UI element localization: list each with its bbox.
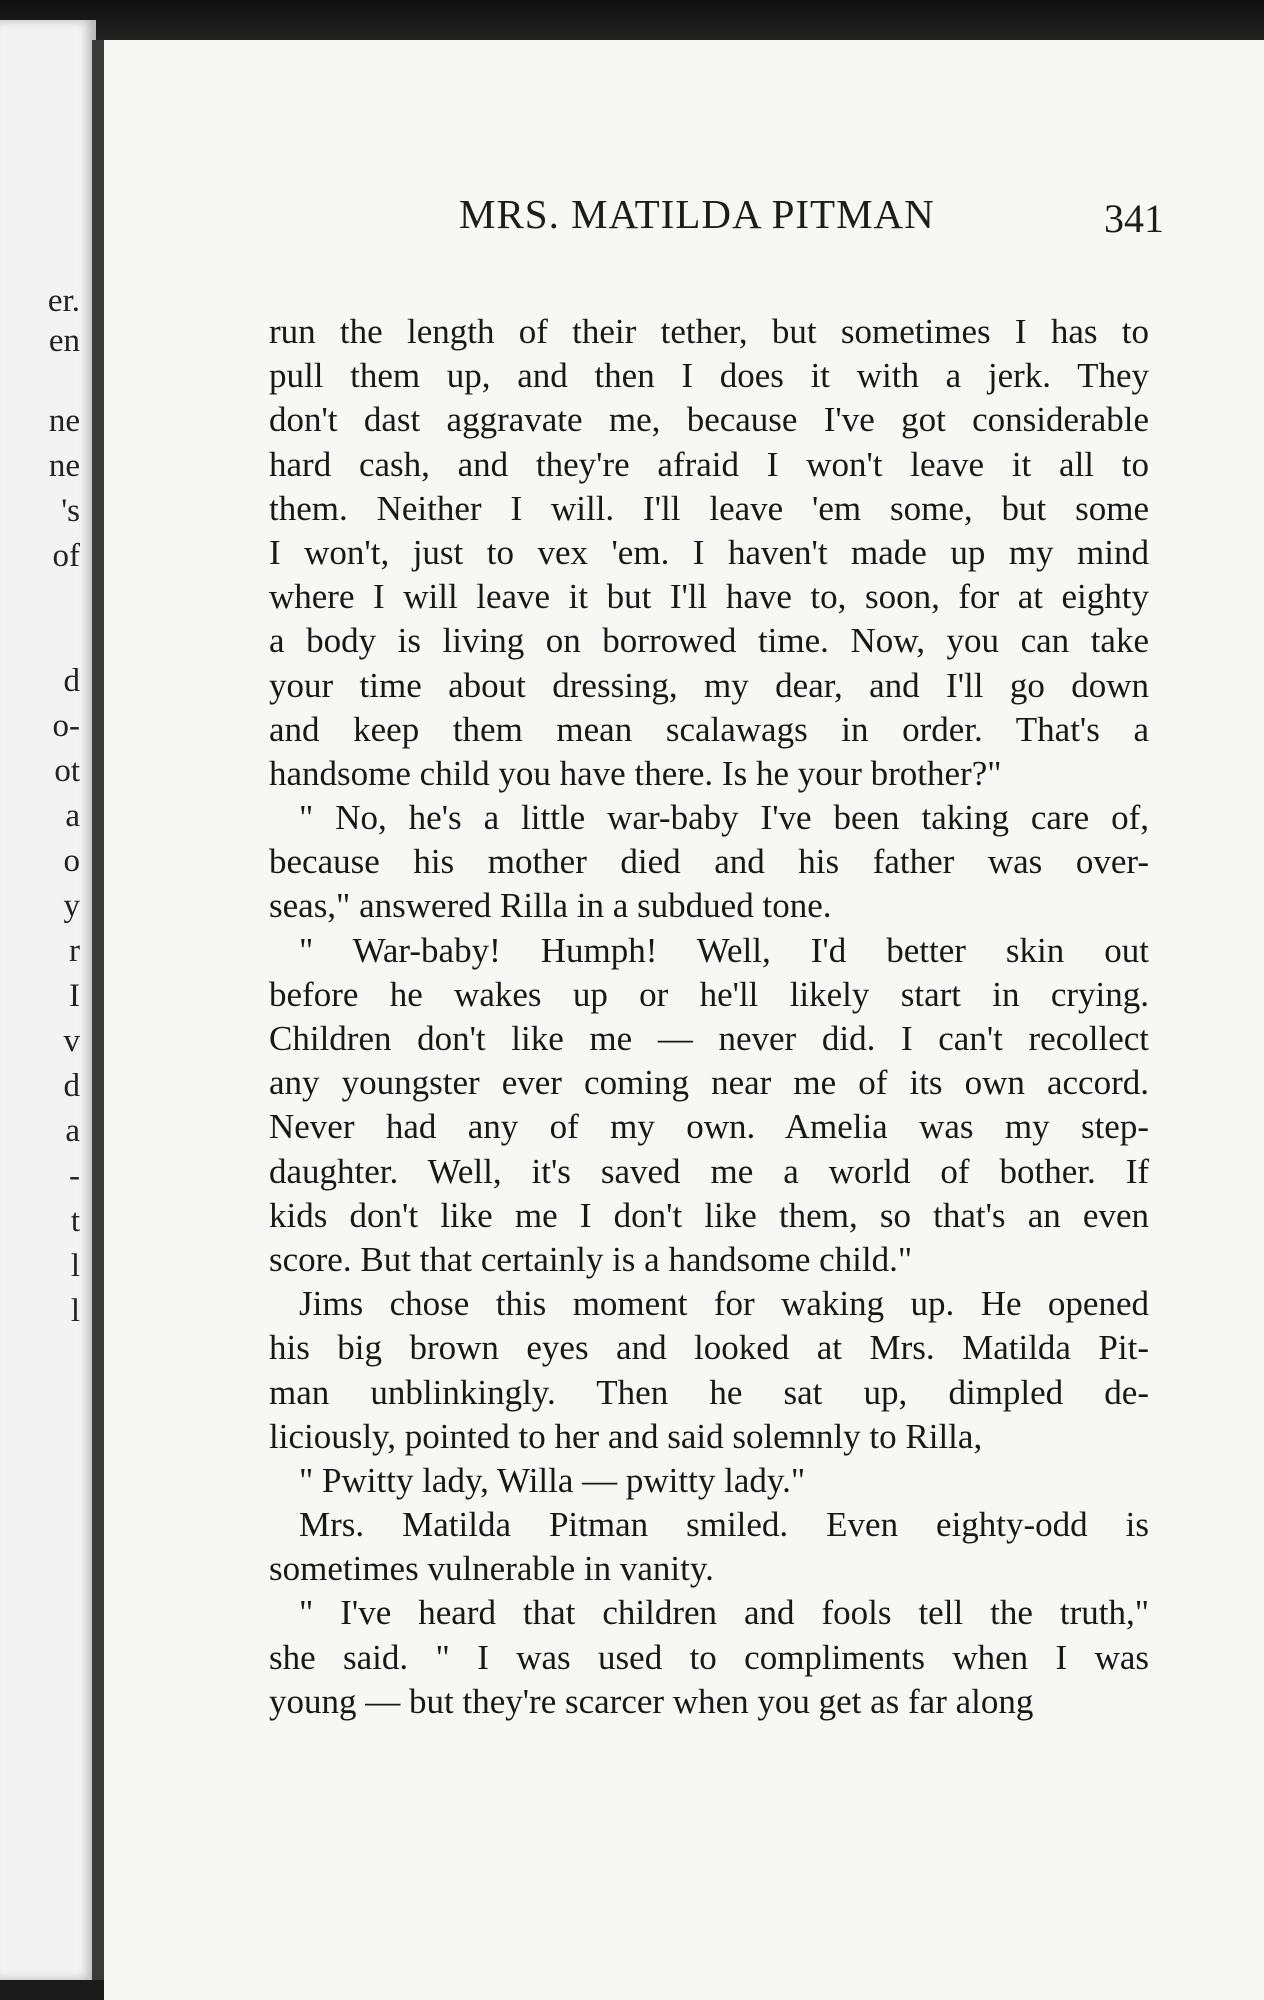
text-line: because his mother died and his father was over- [269,842,1149,882]
left-page-text-fragment: o- [52,708,80,744]
left-page-edge [0,20,96,1980]
text-line: man unblinkingly. Then he sat up, dimpled de- [269,1372,1149,1412]
left-page-text-fragment: a [65,1113,80,1149]
text-line: your time about dressing, my dear, and I'll go down [269,665,1149,705]
text-line: where I will leave it but I'll have to, soon, for at eighty [269,577,1149,617]
text-line: " War-baby! Humph! Well, I'd better skin out [299,930,1149,970]
text-line: hard cash, and they're afraid I won't leave it all to [269,444,1149,484]
left-page-text-fragment: of [52,538,80,574]
left-page-text-fragment: ot [54,753,80,789]
text-line: run the length of their tether, but sometimes I has to [269,312,1149,351]
text-line: them. Neither I will. I'll leave 'em some, but some [269,488,1149,528]
text-line: Mrs. Matilda Pitman smiled. Even eighty-odd is [299,1505,1149,1545]
text-line: kids don't like me I don't like them, so that's an even [269,1195,1149,1235]
left-page-text-fragment: ne [48,448,80,484]
text-line: his big brown eyes and looked at Mrs. Matilda Pit- [269,1328,1149,1368]
left-page-text-fragment: 's [61,493,80,529]
text-line: any youngster ever coming near me of its own accord. [269,1063,1149,1103]
left-page-text-fragment: I [69,978,80,1014]
text-line: score. But that certainly is a handsome child." [269,1239,913,1279]
text-line: seas," answered Rilla in a subdued tone. [269,886,832,926]
text-line: pull them up, and then I does it with a jerk. They [269,356,1149,396]
text-line: I won't, just to vex 'em. I haven't made up my mind [269,532,1149,572]
text-line: before he wakes up or he'll likely start in crying. [269,974,1149,1014]
left-page-text-fragment: er. [47,283,80,319]
text-line: " I've heard that children and fools tell the truth," [299,1593,1149,1633]
text-line: young — but they're scarcer when you get as far along [269,1681,1034,1721]
text-line: and keep them mean scalawags in order. That's a [269,709,1149,749]
left-page-text-fragment: v [63,1023,80,1059]
right-page [104,40,1264,2000]
left-page-text-fragment: y [63,888,80,924]
left-page-text-fragment: ne [48,403,80,439]
page-number: 341 [1104,196,1164,241]
text-line: daughter. Well, it's saved me a world of bother. If [269,1151,1149,1191]
text-line: liciously, pointed to her and said solemnly to Rilla, [269,1416,983,1456]
running-head: MRS. MATILDA PITMAN [459,191,935,237]
left-page-text-fragment: o [63,843,80,879]
left-page-text-fragment: r [69,933,80,969]
book-gutter [92,40,104,1980]
left-page-text-fragment: l [70,1248,80,1284]
body-text [269,310,1149,1724]
text-line: she said. " I was used to compliments when I was [269,1637,1149,1677]
text-line: Never had any of my own. Amelia was my step- [269,1107,1149,1147]
left-page-text-fragment: l [70,1293,80,1329]
text-line: don't dast aggravate me, because I've got considerable [269,400,1149,440]
left-page-text-fragment: t [70,1203,80,1239]
text-line: " Pwitty lady, Willa — pwitty lady." [299,1460,806,1500]
left-page-text-fragment: en [48,323,80,359]
left-page-text-fragment: - [69,1158,80,1194]
text-line: handsome child you have there. Is he your brother?" [269,753,1002,793]
left-page-text-fragment: a [65,798,80,834]
left-page-text-fragment: d [63,663,80,699]
text-line: Children don't like me — never did. I can't recollect [269,1019,1149,1058]
text-line: a body is living on borrowed time. Now, you can take [269,621,1149,661]
text-line: sometimes vulnerable in vanity. [269,1549,714,1589]
text-line: Jims chose this moment for waking up. He opened [299,1284,1149,1324]
text-line: " No, he's a little war-baby I've been taking care of, [299,798,1149,838]
left-page-text-fragment: d [63,1068,80,1104]
